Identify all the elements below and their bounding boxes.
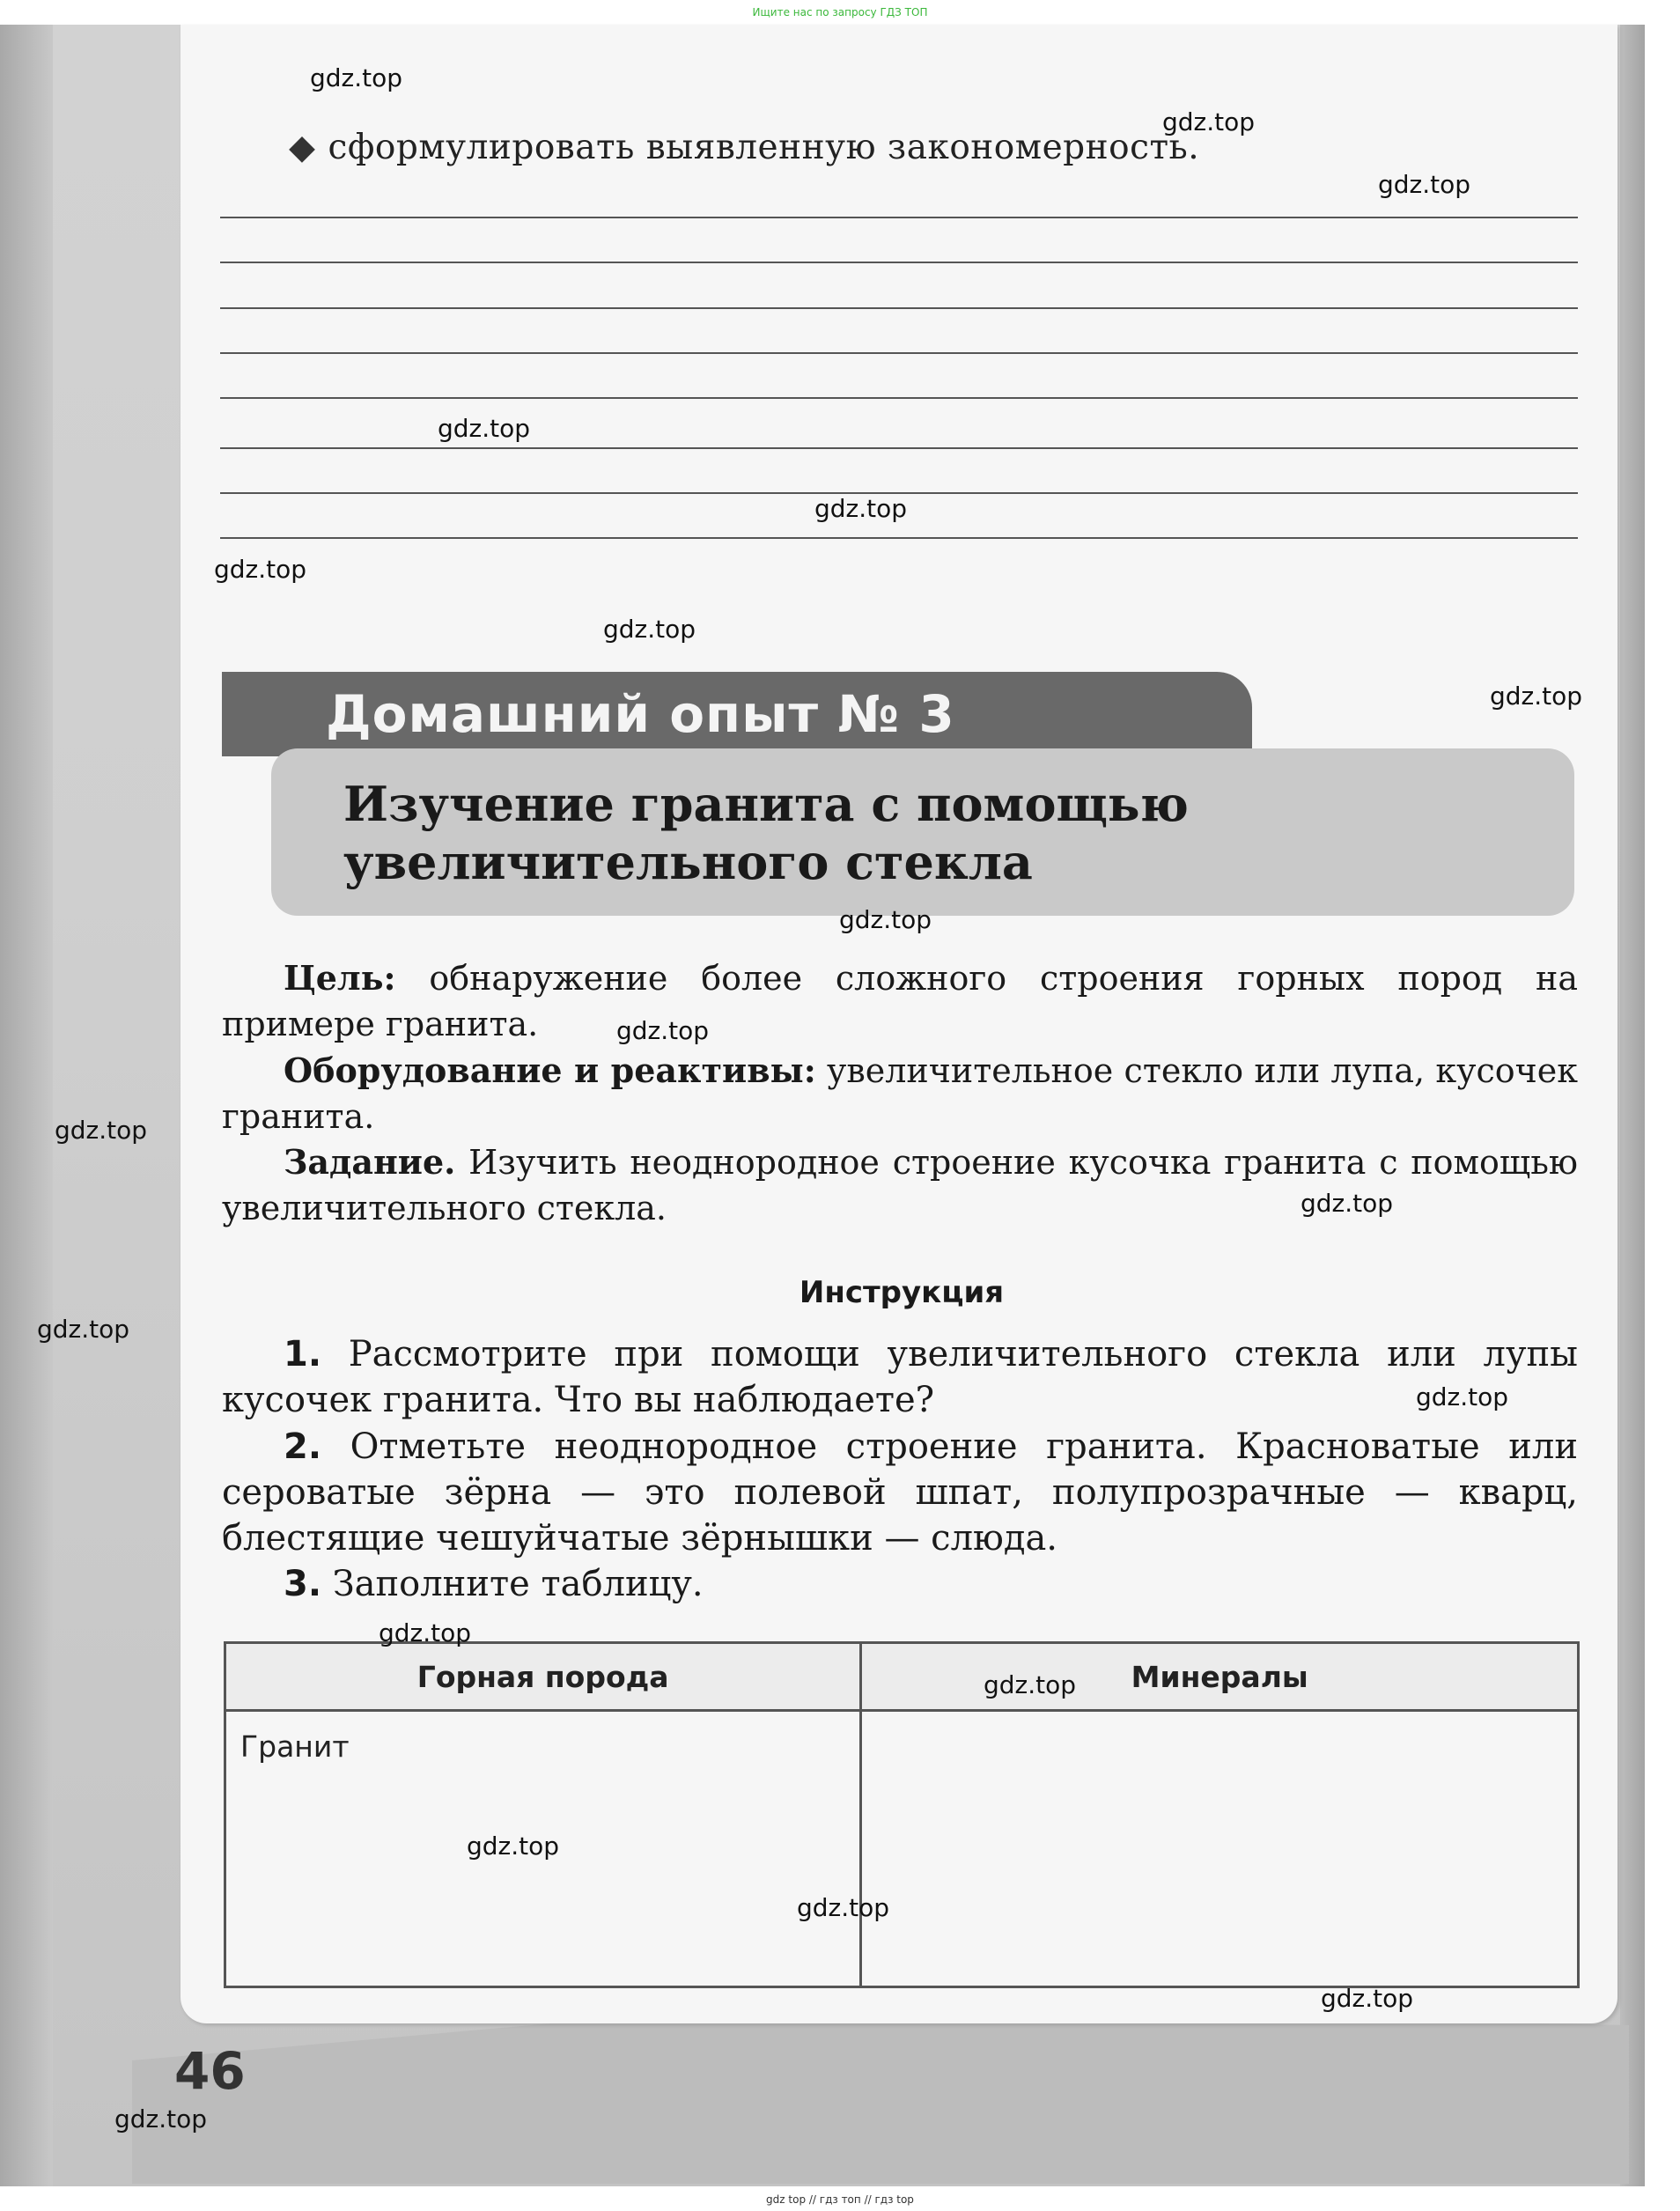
watermark: gdz.top <box>214 555 307 584</box>
bottom-banner[interactable]: gdz top // гдз топ // гдз top <box>766 2193 914 2206</box>
experiment-subtitle <box>343 775 1488 891</box>
watermark: gdz.top <box>1321 1984 1414 2013</box>
answer-line <box>220 352 1578 354</box>
step-2 <box>222 1424 1578 1561</box>
watermark: gdz.top <box>797 1893 890 1922</box>
task-label: Задание. <box>284 1142 456 1182</box>
top-banner[interactable]: Ищите нас по запросу ГДЗ ТОП <box>752 6 928 18</box>
subtitle-line-1: Изучение гранита с помощью <box>343 776 1189 832</box>
step-3 <box>222 1561 1578 1607</box>
watermark: gdz.top <box>438 414 531 443</box>
watermark: gdz.top <box>839 905 932 934</box>
section-title: Домашний опыт № 3 <box>326 684 955 744</box>
equipment-label: Оборудование и реактивы: <box>284 1050 816 1090</box>
step-number: 2. <box>284 1426 322 1467</box>
watermark: gdz.top <box>603 615 696 644</box>
book-spine <box>0 25 53 2186</box>
answer-line <box>220 307 1578 309</box>
watermark: gdz.top <box>379 1618 472 1647</box>
step-1 <box>222 1331 1578 1423</box>
watermark: gdz.top <box>814 494 908 523</box>
watermark: gdz.top <box>1378 170 1471 199</box>
bullet-item <box>289 128 1199 167</box>
goal-text: обнаружение более сложного строения горных пород на примере гранита. <box>222 959 1578 1043</box>
instructions-heading: Инструкция <box>799 1275 1005 1310</box>
step-text: Заполните таблицу. <box>321 1564 704 1604</box>
step-number: 3. <box>284 1564 322 1604</box>
answer-line <box>220 537 1578 539</box>
minerals-table <box>224 1641 1580 1988</box>
table-header-row <box>225 1643 1579 1711</box>
goal-paragraph <box>222 955 1578 1047</box>
watermark: gdz.top <box>55 1116 148 1145</box>
step-text: Отметьте неоднородное строение гранита. Красноватые или сероватые зёрна — это полевой шпат, полупрозрачные — кварц, блестящие чешуйчатые зёрнышки — слюда. <box>222 1426 1578 1559</box>
watermark: gdz.top <box>1416 1382 1509 1411</box>
watermark: gdz.top <box>1301 1189 1394 1218</box>
equipment-paragraph <box>222 1048 1578 1139</box>
watermark: gdz.top <box>616 1016 710 1045</box>
watermark: gdz.top <box>1162 107 1256 136</box>
watermark: gdz.top <box>310 63 403 92</box>
header-minerals: Минералы <box>861 1643 1579 1711</box>
answer-line <box>220 447 1578 449</box>
watermark: gdz.top <box>114 2104 208 2134</box>
equipment-text: увеличительное стекло или лупа, кусочек гранита. <box>222 1051 1578 1136</box>
cell-rock: Гранит <box>225 1711 861 1987</box>
goal-label: Цель: <box>284 958 396 998</box>
watermark: gdz.top <box>37 1315 130 1344</box>
answer-line <box>220 397 1578 399</box>
table-row <box>225 1711 1579 1987</box>
header-rock: Горная порода <box>225 1643 861 1711</box>
bullet-text: сформулировать выявленную закономерность. <box>328 128 1200 167</box>
page-number: 46 <box>174 2041 246 2101</box>
answer-line <box>220 217 1578 218</box>
task-text: Изучить неоднородное строение кусочка гранита с помощью увеличительного стекла. <box>222 1143 1578 1227</box>
diamond-bullet-icon: ◆ <box>289 128 316 167</box>
step-number: 1. <box>284 1334 322 1375</box>
cell-minerals[interactable] <box>861 1711 1579 1987</box>
subtitle-line-2: увеличительного стекла <box>343 834 1033 890</box>
right-margin <box>1645 25 1680 2186</box>
watermark: gdz.top <box>467 1831 560 1861</box>
step-text: Рассмотрите при помощи увеличительного стекла или лупы кусочек гранита. Что вы наблюдаете? <box>222 1334 1578 1420</box>
watermark: gdz.top <box>984 1670 1077 1699</box>
answer-line <box>220 262 1578 263</box>
watermark: gdz.top <box>1490 682 1583 711</box>
